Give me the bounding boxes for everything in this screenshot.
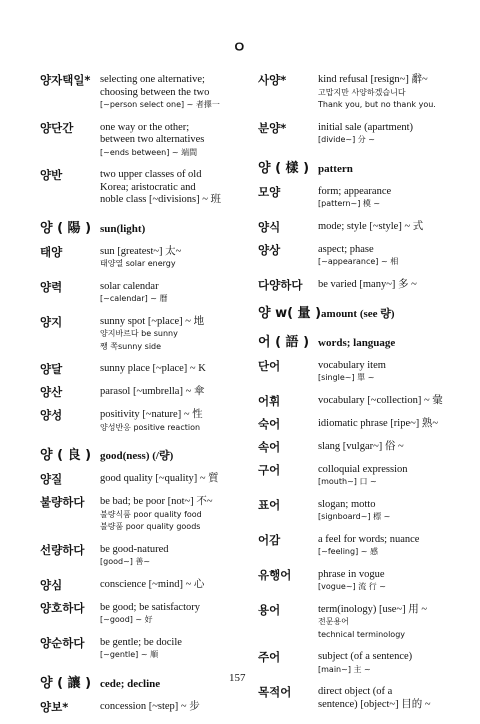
definition-line: sunny spot [~place] ~ 地 — [100, 315, 205, 327]
entry-definition — [318, 686, 458, 711]
definition-note: 고맙지만 사양하겠습니다 — [318, 87, 406, 97]
section-heading — [40, 217, 250, 236]
entry-term: 숙어 — [258, 416, 281, 431]
entry-term: 표어 — [258, 497, 281, 512]
dictionary-entry — [40, 246, 250, 271]
entry-definition — [100, 122, 250, 160]
definition-note: 태양열 solar energy — [100, 259, 176, 268]
entry-definition — [318, 395, 458, 408]
entry-term: 양단간 — [40, 120, 74, 135]
entry-definition — [100, 169, 250, 207]
entry-term: 양식 — [258, 219, 281, 234]
definition-note: [~calendar] ~ 曆 — [100, 294, 168, 303]
dictionary-entry — [40, 122, 250, 160]
definition-note: [good~] 善~ — [100, 557, 151, 566]
definition-note: [divide~] 分 ~ — [318, 135, 375, 144]
definition-note: [~gentle] ~ 順 — [100, 650, 159, 659]
definition-line: conscience [~mind] ~ 心 — [100, 578, 205, 590]
dictionary-entry — [40, 409, 250, 434]
heading-term: 양 ( 良 ) — [40, 448, 92, 463]
entry-definition — [318, 279, 458, 292]
entry-definition — [318, 74, 458, 112]
entry-term: 불량하다 — [40, 495, 85, 509]
entry-definition — [100, 637, 250, 662]
definition-line: subject (of a sentence) — [318, 651, 413, 662]
entry-term: 모양 — [258, 184, 281, 199]
entry-term: 태양 — [40, 244, 63, 259]
definition-line: selecting one alternative; — [100, 74, 205, 85]
entry-term: 유행어 — [258, 567, 292, 582]
heading-meaning: sun(light) — [100, 222, 146, 235]
heading-term: 양 ( 樣 ) — [258, 160, 310, 176]
section-heading — [258, 302, 458, 321]
definition-note: [single~] 單 ~ — [318, 373, 375, 382]
entry-definition — [318, 122, 458, 147]
dictionary-entry — [258, 441, 458, 454]
definition-line: be gentle; be docile — [100, 636, 182, 648]
entry-definition — [318, 464, 458, 489]
dictionary-entry — [258, 651, 458, 676]
entry-definition — [318, 186, 458, 211]
definition-note: [~good] ~ 好 — [100, 615, 153, 624]
entry-term: 구어 — [258, 462, 281, 477]
definition-note: Thank you, but no thank you. — [318, 100, 436, 109]
definition-note: 불량식품 poor quality food — [100, 509, 202, 519]
definition-note: [~person select one] ~ 者擇一 — [100, 100, 220, 109]
definition-note: 양성반응 positive reaction — [100, 422, 201, 432]
definition-line: good quality [~quality] ~ 質 — [100, 473, 219, 484]
dictionary-entry — [40, 701, 250, 714]
dictionary-entry — [258, 221, 458, 234]
heading-term: 양 ( 讓 ) — [40, 675, 92, 691]
definition-note: [~ends between] ~ 端間 — [100, 147, 198, 157]
dictionary-entry — [40, 637, 250, 662]
entry-term: 양달 — [40, 362, 63, 376]
dictionary-entry — [258, 569, 458, 594]
definition-note: [main~] 主 ~ — [318, 664, 371, 674]
dictionary-entry — [258, 499, 458, 524]
heading-meaning: cede; decline — [100, 677, 161, 690]
entry-term: 양지 — [40, 314, 63, 329]
definition-line: vocabulary [~collection] ~ 彙 — [318, 394, 443, 406]
definition-note: [~appearance] ~ 相 — [318, 257, 399, 266]
definition-note: [vogue~] 流 行 ~ — [318, 582, 386, 591]
entry-term: 분양* — [258, 120, 287, 135]
definition-line: colloquial expression — [318, 463, 408, 475]
entry-definition — [100, 386, 250, 399]
definition-note: [pattern~] 模 ~ — [318, 199, 381, 208]
entry-definition — [100, 74, 250, 112]
dictionary-entry — [258, 279, 458, 292]
definition-line: sunny place [~place] ~ K — [100, 363, 206, 374]
definition-note: 쨍 쪽sunny side — [100, 341, 162, 351]
entry-term: 양자택일* — [40, 73, 91, 87]
right-column — [258, 74, 458, 721]
definition-line: noble class [~divisions] ~ 班 — [100, 194, 222, 205]
dictionary-entry — [258, 418, 458, 431]
left-column — [40, 74, 250, 724]
section-heading — [258, 157, 458, 176]
definition-line: be good; be satisfactory — [100, 601, 201, 613]
definition-note: [~feeling] ~ 感 — [318, 547, 378, 556]
heading-meaning: amount (see 량) — [321, 307, 395, 320]
section-letter: ㅇ — [232, 40, 247, 56]
definition-line: solar calendar — [100, 280, 159, 292]
entry-definition — [318, 441, 458, 454]
definition-line: form; appearance — [318, 185, 392, 197]
definition-line: term(inology) [use~] 用 ~ — [318, 603, 428, 615]
heading-meaning: pattern — [318, 162, 353, 175]
entry-term: 용어 — [258, 602, 281, 617]
dictionary-entry — [258, 686, 458, 711]
entry-term: 어감 — [258, 532, 281, 547]
entry-term: 사양* — [258, 73, 287, 87]
definition-line: aspect; phase — [318, 243, 374, 255]
definition-line: a feel for words; nuance — [318, 533, 420, 545]
definition-line: positivity [~nature] ~ 性 — [100, 409, 203, 420]
entry-definition — [318, 244, 458, 269]
dictionary-entry — [258, 74, 458, 112]
dictionary-entry — [40, 386, 250, 399]
definition-line: parasol [~umbrella] ~ 傘 — [100, 386, 205, 397]
definition-line: be good-natured — [100, 543, 169, 555]
heading-meaning: words; language — [318, 336, 396, 349]
entry-term: 양보* — [40, 699, 69, 714]
definition-line: initial sale (apartment) — [318, 121, 414, 133]
dictionary-entry — [258, 604, 458, 642]
dictionary-entry — [40, 281, 250, 306]
definition-line: kind refusal [resign~] 辭~ — [318, 74, 428, 85]
entry-definition — [100, 363, 250, 376]
dictionary-entry — [258, 360, 458, 385]
entry-term: 양순하다 — [40, 635, 85, 650]
definition-line: concession [~step] ~ 步 — [100, 700, 200, 712]
dictionary-entry — [258, 534, 458, 559]
entry-definition — [100, 316, 250, 354]
section-heading — [40, 672, 250, 691]
definition-line: two upper classes of old — [100, 169, 202, 180]
entry-definition — [318, 418, 458, 431]
entry-term: 양성 — [40, 408, 63, 422]
entry-term: 양호하다 — [40, 600, 85, 615]
section-heading — [258, 331, 458, 350]
definition-line: idiomatic phrase [ripe~] 熟~ — [318, 417, 439, 429]
definition-line: between two alternatives — [100, 134, 205, 145]
entry-term: 어휘 — [258, 393, 281, 408]
entry-definition — [100, 473, 250, 486]
definition-line: mode; style [~style] ~ 式 — [318, 220, 424, 232]
heading-meaning: good(ness) (/량) — [100, 450, 174, 462]
definition-line: Korea; aristocratic and — [100, 181, 196, 193]
entry-term: 다양하다 — [258, 277, 303, 292]
entry-definition — [100, 602, 250, 627]
entry-term: 주어 — [258, 650, 281, 664]
definition-note: technical terminology — [318, 629, 406, 639]
dictionary-entry — [40, 363, 250, 376]
definition-line: sentence) [object~] 目的 ~ — [318, 698, 431, 710]
entry-term: 목적어 — [258, 685, 292, 699]
dictionary-entry — [40, 544, 250, 569]
entry-definition — [318, 221, 458, 234]
entry-term: 양질 — [40, 472, 63, 486]
definition-line: sun [greatest~] 太~ — [100, 245, 182, 257]
entry-definition — [318, 534, 458, 559]
definition-line: be varied [many~] 多 ~ — [318, 278, 417, 290]
heading-term: 양 ( 陽 ) — [40, 220, 92, 236]
entry-definition — [100, 409, 250, 434]
definition-line: phrase in vogue — [318, 568, 385, 580]
dictionary-entry — [258, 395, 458, 408]
dictionary-entry — [40, 602, 250, 627]
definition-line: slogan; motto — [318, 498, 376, 510]
entry-definition — [100, 701, 250, 714]
entry-definition — [100, 246, 250, 271]
definition-line: vocabulary item — [318, 359, 386, 371]
entry-definition — [100, 544, 250, 569]
definition-note: [signboard~] 標 ~ — [318, 512, 391, 521]
dictionary-entry — [258, 122, 458, 147]
dictionary-entry — [40, 473, 250, 486]
entry-definition — [318, 604, 458, 642]
entry-definition — [318, 499, 458, 524]
dictionary-entry — [258, 464, 458, 489]
dictionary-entry — [40, 169, 250, 207]
entry-term: 속어 — [258, 439, 281, 454]
entry-definition — [100, 496, 250, 534]
definition-note: [mouth~] 口 ~ — [318, 477, 377, 486]
dictionary-entry — [40, 316, 250, 354]
entry-definition — [100, 281, 250, 306]
entry-term: 단어 — [258, 358, 281, 373]
definition-note: 양지바르다 be sunny — [100, 329, 178, 338]
definition-note: 불량품 poor quality goods — [100, 522, 201, 531]
entry-definition — [318, 651, 458, 676]
definition-line: slang [vulgar~] 俗 ~ — [318, 440, 404, 452]
definition-line: direct object (of a — [318, 686, 393, 697]
entry-term: 양심 — [40, 577, 63, 592]
entry-term: 양반 — [40, 168, 63, 182]
heading-term: 양 w( 量 ) — [258, 305, 322, 321]
heading-term: 어 ( 語 ) — [258, 334, 310, 350]
entry-term: 양력 — [40, 279, 63, 294]
entry-definition — [318, 569, 458, 594]
definition-note: 전문용어 — [318, 617, 349, 626]
entry-term: 선량하다 — [40, 542, 85, 557]
dictionary-entry — [40, 496, 250, 534]
dictionary-entry — [40, 74, 250, 112]
section-heading — [40, 444, 250, 463]
entry-term: 양상 — [258, 242, 281, 257]
page-number: 157 — [229, 672, 246, 684]
definition-line: choosing between the two — [100, 86, 210, 98]
definition-line: be bad; be poor [not~] 不~ — [100, 496, 213, 507]
dictionary-entry — [40, 579, 250, 592]
entry-definition — [318, 360, 458, 385]
dictionary-entry — [258, 186, 458, 211]
entry-term: 양산 — [40, 385, 63, 399]
definition-line: one way or the other; — [100, 121, 190, 133]
entry-definition — [100, 579, 250, 592]
dictionary-entry — [258, 244, 458, 269]
